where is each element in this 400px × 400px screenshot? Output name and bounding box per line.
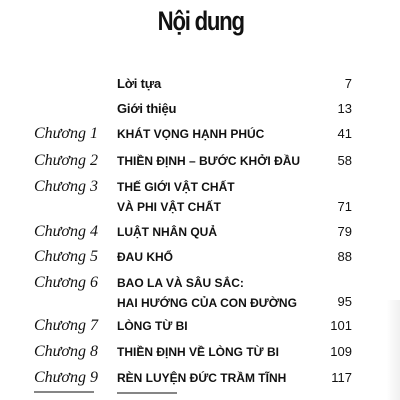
chapter-label: Chương 7 xyxy=(34,317,98,334)
cutoff-next-row xyxy=(34,391,184,400)
page-number: 79 xyxy=(337,224,352,239)
page-number: 58 xyxy=(337,153,352,168)
entry-title xyxy=(117,151,300,171)
page-number: 41 xyxy=(337,126,352,141)
entry-title xyxy=(117,273,297,313)
entry-title-line: HAI HƯỚNG CỦA CON ĐƯỜNG xyxy=(117,296,297,310)
entry-title-line: Lời tựa xyxy=(117,76,161,91)
entry-title xyxy=(117,74,161,94)
page-title: Nội dung xyxy=(157,6,244,36)
entry-title-line: RÈN LUYỆN ĐỨC TRẦM TĨNH xyxy=(117,371,287,385)
entry-title-line: KHÁT VỌNG HẠNH PHÚC xyxy=(117,127,265,141)
entry-title-line: LÒNG TỪ BI xyxy=(117,319,188,333)
entry-title xyxy=(117,222,217,242)
entry-title-line: BAO LA VÀ SÂU SẮC: xyxy=(117,276,244,290)
entry-title-line: ĐAU KHỔ xyxy=(117,250,173,264)
page-number: 7 xyxy=(344,76,352,91)
entry-title xyxy=(117,124,264,144)
chapter-label: Chương 4 xyxy=(34,223,98,240)
chapter-label: Chương 2 xyxy=(34,152,98,169)
chapter-label: Chương 1 xyxy=(34,125,98,142)
cutoff-chapter-fragment xyxy=(34,391,94,396)
chapter-label: Chương 3 xyxy=(34,178,98,195)
page-number: 88 xyxy=(337,249,352,264)
entry-title xyxy=(117,99,176,119)
entry-title-line: VÀ PHI VẬT CHẤT xyxy=(117,200,222,214)
entry-title xyxy=(117,316,188,336)
page-number: 13 xyxy=(337,101,352,116)
chapter-label: Chương 5 xyxy=(34,248,98,265)
chapter-label: Chương 8 xyxy=(34,343,98,360)
page-number: 109 xyxy=(330,344,352,359)
chapter-label: Chương 6 xyxy=(34,274,98,291)
entry-title-line: Giới thiệu xyxy=(117,101,177,116)
scan-edge-shadow xyxy=(386,300,400,400)
page-number: 101 xyxy=(330,318,352,333)
page-number: 71 xyxy=(337,199,352,214)
entry-title-line: LUẬT NHÂN QUẢ xyxy=(117,225,217,239)
cutoff-entry-fragment xyxy=(117,392,177,397)
page-number: 95 xyxy=(337,294,352,309)
page-number: 117 xyxy=(331,370,352,385)
entry-title-line: THIỀN ĐỊNH – BƯỚC KHỞI ĐẦU xyxy=(117,154,301,168)
entry-title xyxy=(117,247,173,267)
entry-title xyxy=(117,342,279,362)
chapter-label: Chương 9 xyxy=(34,369,98,386)
entry-title-line: THIỀN ĐỊNH VỀ LÒNG TỪ BI xyxy=(117,345,279,359)
entry-title-line: THẾ GIỚI VẬT CHẤT xyxy=(117,180,235,194)
entry-title xyxy=(117,177,235,217)
entry-title xyxy=(117,368,286,388)
